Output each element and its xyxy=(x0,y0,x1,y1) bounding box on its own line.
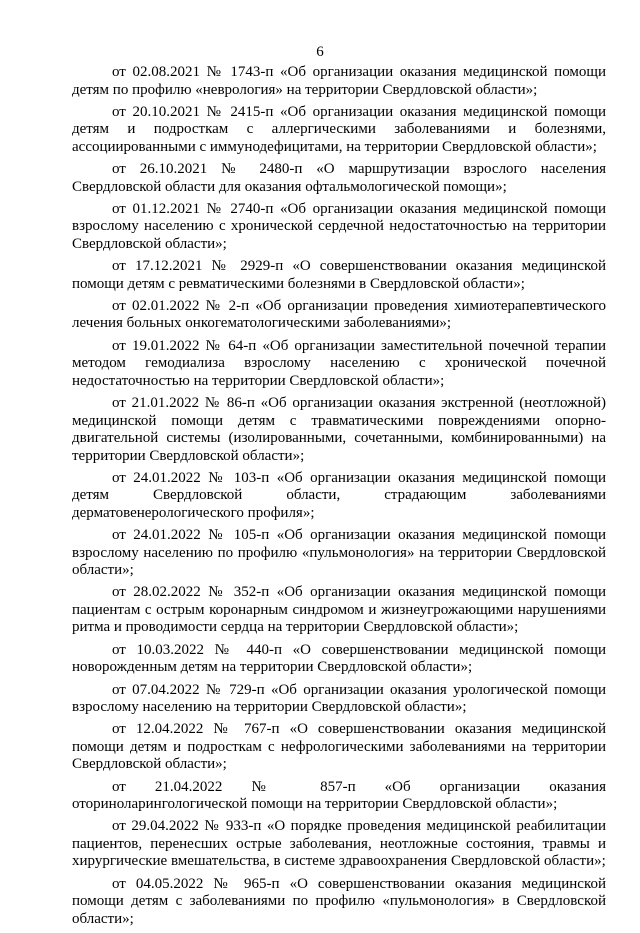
list-item: от 21.01.2022 № 86-п «Об организации оказания экстренной (неотложной) медицинской помощи детям с травматическими повреждениями опорно-двигательной системы (изолированными, сочетанными, комбинированными) на территории Свердловской области»; xyxy=(72,395,606,464)
list-item: от 17.12.2021 № 2929-п «О совершенствовании оказания медицинской помощи детям с ревматическими болезнями в Свердловской области»; xyxy=(72,258,606,292)
list-item: от 24.01.2022 № 105-п «Об организации оказания медицинской помощи взрослому населению по профилю «пульмонология» на территории Свердловской области»; xyxy=(72,527,606,579)
list-item: от 19.01.2022 № 64-п «Об организации заместительной почечной терапии методом гемодиализа взрослому населению с хронической почечной недостаточностью на территории Свердловской области»; xyxy=(72,337,606,389)
document-body xyxy=(72,64,606,933)
list-item: от 29.04.2022 № 933-п «О порядке проведения медицинской реабилитации пациентов, перенесших острые заболевания, неотложные состояния, травмы и хирургические вмешательства, в системе здравоохранения Свердловской области»; xyxy=(72,818,606,870)
list-item: от 10.03.2022 № 440-п «О совершенствовании медицинской помощи новорожденным детям на территории Свердловской области»; xyxy=(72,641,606,676)
list-item: от 24.01.2022 № 103-п «Об организации оказания медицинской помощи детям Свердловской области, страдающим заболеваниями дерматовенерологического профиля»; xyxy=(72,469,606,521)
list-item: от 07.04.2022 № 729-п «Об организации оказания урологической помощи взрослому населению на территории Свердловской области»; xyxy=(72,681,606,716)
list-item: от 12.04.2022 № 767-п «О совершенствовании оказания медицинской помощи детям и подросткам с нефрологическими заболеваниями на территории Свердловской области»; xyxy=(72,721,606,773)
list-item: от 01.12.2021 № 2740-п «Об организации оказания медицинской помощи взрослому населению с хронической сердечной недостаточностью на территории Свердловской области»; xyxy=(72,200,606,252)
list-item: от 26.10.2021 № 2480-п «О маршрутизации взрослого населения Свердловской области для оказания офтальмологической помощи»; xyxy=(72,161,606,195)
list-item: от 04.05.2022 № 965-п «О совершенствовании оказания медицинской помощи детям с заболеваниями по профилю «пульмонология» в Свердловской области»; xyxy=(72,875,606,927)
list-item: от 20.10.2021 № 2415-п «Об организации оказания медицинской помощи детям и подросткам с аллергическими заболеваниями и болезнями, ассоциированными с иммунодефицитами, на территории Свердловской области»; xyxy=(72,103,606,155)
page-number: 6 xyxy=(316,44,324,60)
list-item: от 02.08.2021 № 1743-п «Об организации оказания медицинской помощи детям по профилю «неврология» на территории Свердловской области»; xyxy=(72,64,606,98)
list-item: от 21.04.2022 № 857-п «Об организации оказания оториноларингологической помощи на территории Свердловской области»; xyxy=(72,778,606,813)
list-item: от 28.02.2022 № 352-п «Об организации оказания медицинской помощи пациентам с острым коронарным синдромом и жизнеугрожающими нарушениями ритма и проводимости сердца на территории Свердловской области»; xyxy=(72,584,606,636)
list-item: от 02.01.2022 № 2-п «Об организации проведения химиотерапевтического лечения больных онкогематологическими заболеваниями»; xyxy=(72,297,606,332)
